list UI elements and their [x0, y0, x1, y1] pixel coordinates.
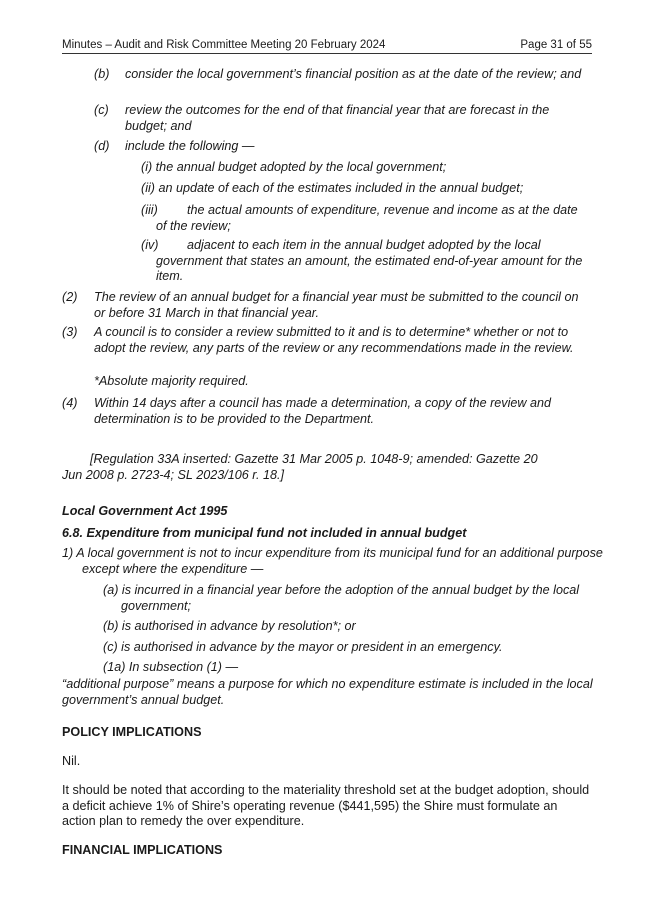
subreg-4-text: Within 14 days after a council has made a determination, a copy of the review and determination is to be provided to the Department. [94, 396, 552, 426]
policy-materiality-note: It should be noted that according to the materiality threshold set at the budget adoption, should a deficit achieve 1% of Shire’s operating revenue ($441,595) the Shire must formulate an action plan to remedy the over expenditure. [62, 783, 590, 828]
act-clause-b: (b) is authorised in advance by resolution*; or [103, 619, 356, 633]
act-clause-c: (c) is authorised in advance by the mayor or president in an emergency. [103, 640, 503, 654]
subreg-2-label: (2) [62, 290, 78, 304]
clause-d-iv-text: adjacent to each item in the annual budget adopted by the local government that states an amount, the estimated end-of-year amount for the item. [156, 238, 583, 283]
subreg-3-text: A council is to consider a review submitted to it and is to determine* whether or not to adopt the review, any parts of the review or any recommendations made in the review. [94, 325, 574, 355]
act-section-heading: 6.8. Expenditure from municipal fund not included in annual budget [62, 526, 467, 540]
clause-c-text: review the outcomes for the end of that financial year that are forecast in the budget; and [125, 103, 550, 133]
clause-d-i: (i) the annual budget adopted by the local government; [141, 160, 447, 174]
header-title: Minutes – Audit and Risk Committee Meeting 20 February 2024 [62, 39, 386, 51]
clause-b-text: consider the local government’s financial position as at the date of the review; and [125, 67, 582, 81]
subreg-3-label: (3) [62, 325, 78, 339]
clause-d-iii-label: (iii) [141, 203, 158, 217]
policy-implications-heading: POLICY IMPLICATIONS [62, 725, 202, 739]
header-divider [62, 53, 592, 54]
header-page-number: Page 31 of 55 [520, 39, 592, 51]
act-clause-a: (a) is incurred in a financial year before the adoption of the annual budget by the local government; [103, 583, 580, 613]
act-title: Local Government Act 1995 [62, 504, 228, 518]
subreg-2-text: The review of an annual budget for a financial year must be submitted to the council on or before 31 March in that financial year. [94, 290, 579, 320]
act-subsection-1: 1) A local government is not to incur expenditure from its municipal fund for an additional purpose except where the expenditure — [62, 546, 603, 576]
clause-d-iii-text: the actual amounts of expenditure, revenue and income as at the date of the review; [156, 203, 578, 233]
act-subsection-1a: (1a) In subsection (1) — [103, 660, 239, 674]
clause-d-iv-label: (iv) [141, 238, 159, 252]
clause-d-label: (d) [94, 139, 110, 153]
policy-nil: Nil. [62, 754, 81, 768]
clause-d-ii: (ii) an update of each of the estimates included in the annual budget; [141, 181, 524, 195]
regulation-citation: [Regulation 33A inserted: Gazette 31 Mar 2005 p. 1048-9; amended: Gazette 20 Jun 2008 p. 2723-4; SL 2023/106 r. 18.] [62, 452, 538, 482]
absolute-majority-note: *Absolute majority required. [94, 374, 249, 388]
financial-implications-heading: FINANCIAL IMPLICATIONS [62, 843, 223, 857]
subreg-4-label: (4) [62, 396, 78, 410]
clause-d-text: include the following — [125, 139, 255, 153]
clause-b-label: (b) [94, 67, 110, 81]
clause-c-label: (c) [94, 103, 109, 117]
act-definition: “additional purpose” means a purpose for which no expenditure estimate is included in the local government’s annual budget. [62, 677, 593, 707]
